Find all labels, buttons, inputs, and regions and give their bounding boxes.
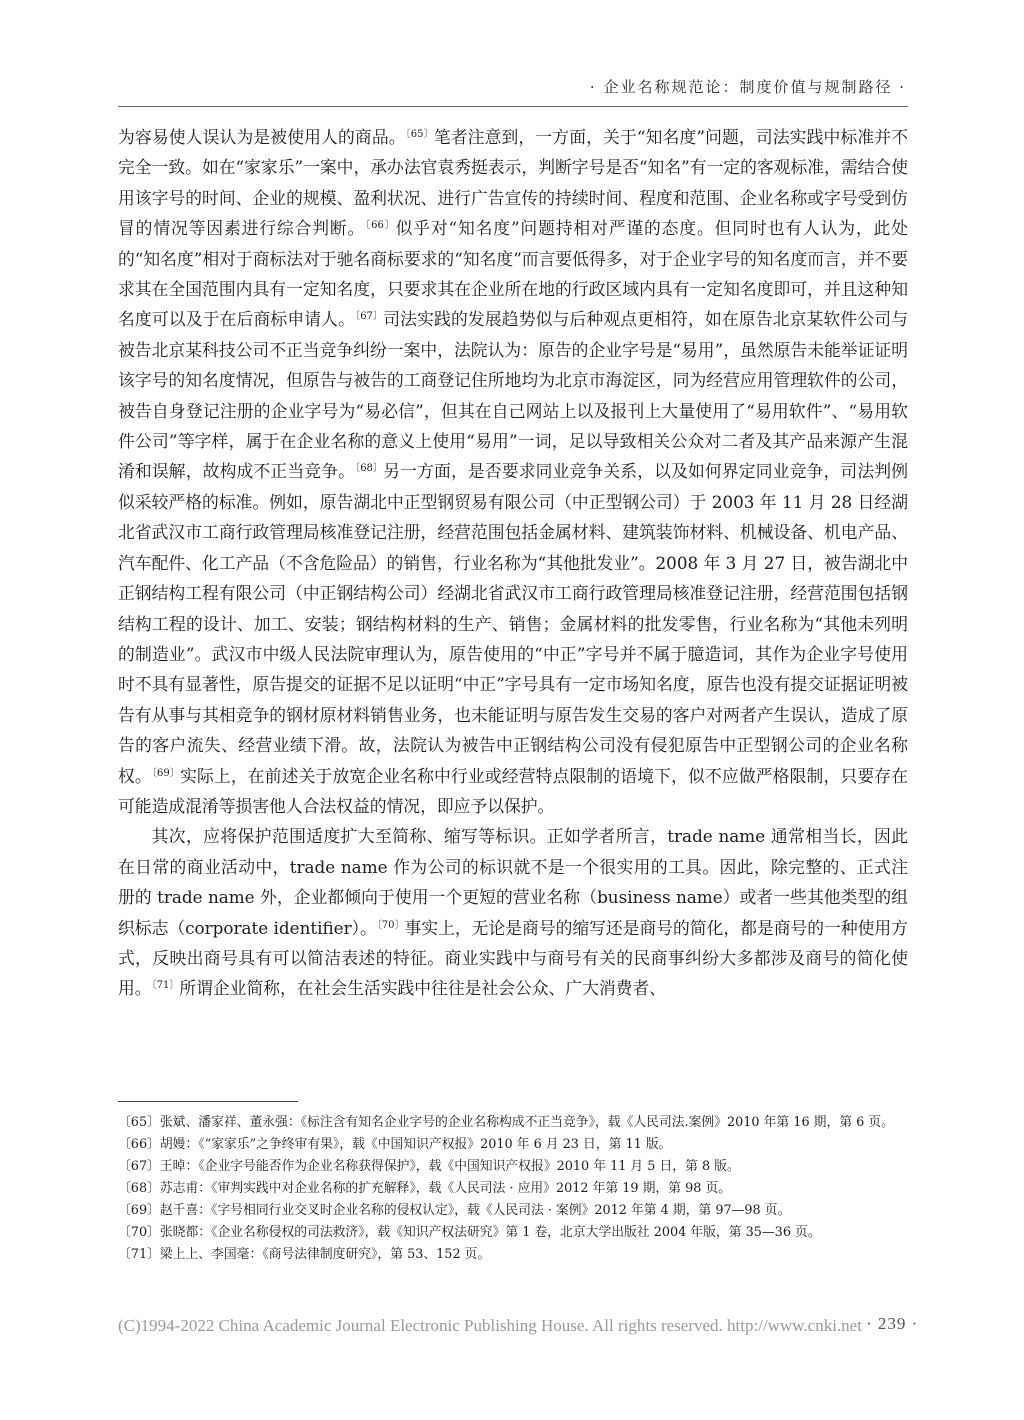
footnote-ref-67[interactable]: 〔67〕	[355, 311, 384, 323]
footnote-rule	[118, 1101, 298, 1102]
footnote-66: 〔66〕胡嫚：《“家家乐”之争终审有果》，载《中国知识产权报》2010 年 6 月 23 日，第 11 版。	[118, 1137, 672, 1152]
footnotes	[118, 1112, 908, 1266]
text-segment: 另一方面，是否要求同业竞争关系，以及如何界定同业竞争，司法判例似采较严格的标准。例如，原告湖北中正型钢贸易有限公司（中正型钢公司）于 2003 年 11 月 28 日经湖北省武汉市工商行政管理局核准登记注册，经营范围包括金属材料、建筑装饰材料、机械设备、机电产品、汽车配件、化工产品（不含危险品）的销售，行业名称为“其他批发业”。2008 年 3 月 27 日，被告湖北中正钢结构工程有限公司（中正钢结构公司）经湖北省武汉市工商行政管理局核准登记注册，经营范围包括钢结构工程的设计、加工、安装；钢结构材料的生产、销售；金属材料的批发零售，行业名称为“其他未列明的制造业”。武汉市中级人民法院审理认为，原告使用的“中正”字号并不属于臆造词，其作为企业字号使用时不具有显著性，原告提交的证据不足以证明“中正”字号具有一定市场知名度，原告也没有提交证据证明被告有从事与其相竞争的钢材原材料销售业务，也未能证明与原告发生交易的客户对两者产生误认，造成了原告的客户流失、经营业绩下滑。故，法院认为被告中正钢结构公司没有侵犯原告中正型钢公司的企业名称权。	[118, 461, 908, 786]
text-segment: 似乎对“知名度”问题持相对严谨的态度。但同时也有人认为，此处的“知名度”相对于商标法对于驰名商标要求的“知名度”而言要低得多，对于企业字号的知名度而言，并不要求其在全国范围内具有一定知名度，只要求其在企业所在地的行政区域内具有一定知名度即可，并且这种知名度可以及于在后商标申请人。	[118, 218, 908, 330]
footnote-ref-66[interactable]: 〔66〕	[365, 220, 396, 232]
running-head: · 企业名称规范论：制度价值与规制路径 ·	[589, 78, 906, 96]
header-rule	[118, 106, 908, 107]
body-paragraph-2	[118, 821, 908, 1003]
text-segment: 事实上，无论是商号的缩写还是商号的简化，都是商号的一种使用方式，反映出商号具有可以简洁表述的特征。商业实践中与商号有关的民商事纠纷大多都涉及商号的简化使用。	[118, 917, 908, 999]
footnote-65: 〔65〕张斌、潘家祥、董永强：《标注含有知名企业字号的企业名称构成不正当竞争》，载《人民司法.案例》2010 年第 16 期，第 6 页。	[118, 1115, 894, 1130]
footnote-ref-69[interactable]: 〔69〕	[151, 767, 181, 779]
page-number: · 239 ·	[866, 1314, 919, 1333]
footnote-ref-65[interactable]: 〔65〕	[405, 129, 434, 140]
footnote-71: 〔71〕梁上上、李国毫：《商号法律制度研究》，第 53、152 页。	[118, 1247, 491, 1262]
text-segment: 司法实践的发展趋势似与后种观点更相符，如在原告北京某软件公司与被告北京某科技公司不正当竞争纠纷一案中，法院认为：原告的企业字号是“易用”，虽然原告未能举证证明该字号的知名度情况，但原告与被告的工商登记住所地均为北京市海淀区，同为经营应用管理软件的公司，被告自身登记注册的企业字号为“易必信”，但其在自己网站上以及报刊上大量使用了“易用软件”、“易用软件公司”等字样，属于在企业名称的意义上使用“易用”一词，足以导致相关公众对二者及其产品来源产生混淆和误解，故构成不正当竞争。	[118, 309, 908, 482]
text-segment: 笔者注意到，一方面，关于“知名度”问题，司法实践中标准并不完全一致。如在“家家乐”一案中，承办法官袁秀挺表示，判断字号是否“知名”有一定的客观标准，需结合使用该字号的时间、企业的规模、盈利状况、进行广告宣传的持续时间、程度和范围、企业名称或字号受到仿冒的情况等因素进行综合判断。	[118, 127, 908, 239]
footnote-68: 〔68〕苏志甫：《审判实践中对企业名称的扩充解释》，载《人民司法 · 应用》2012 年第 19 期，第 98 页。	[118, 1181, 732, 1196]
footnote-ref-71[interactable]: 〔71〕	[151, 980, 180, 992]
footnote-ref-70[interactable]: 〔70〕	[376, 919, 405, 931]
text-segment: 实际上，在前述关于放宽企业名称中行业或经营特点限制的语境下，似不应做严格限制，只要存在可能造成混淆等损害他人合法权益的情况，即应予以保护。	[118, 765, 908, 816]
body-paragraph-1	[118, 122, 908, 821]
footnote-ref-68[interactable]: 〔68〕	[355, 463, 384, 475]
article-body	[118, 122, 908, 1004]
footnote-70: 〔70〕张晓都：《企业名称侵权的司法救济》，载《知识产权法研究》第 1 卷，北京大学出版社 2004 年版，第 35—36 页。	[118, 1225, 821, 1240]
footnote-69: 〔69〕赵千喜：《字号相同行业交叉时企业名称的侵权认定》，载《人民司法 · 案例》2012 年第 4 期，第 97—98 页。	[118, 1203, 791, 1218]
text-segment: 其次，应将保护范围适度扩大至简称、缩写等标识。正如学者所言，trade name 通常相当长，因此在日常的商业活动中，trade name 作为公司的标识就不是一个很实用的工具。因此，除完整的、正式注册的 trade name 外，企业都倾向于使用一个更短的营业名称（business name）或者一些其他类型的组织标志（corporate identifier）。	[118, 826, 908, 938]
text-segment: 为容易使人误认为是被使用人的商品。	[118, 127, 406, 147]
footnote-67: 〔67〕王晫：《企业字号能否作为企业名称获得保护》，载《中国知识产权报》2010 年 11 月 5 日，第 8 版。	[118, 1159, 740, 1174]
copyright-watermark: (C)1994-2022 China Academic Journal Electronic Publishing House. All rights reserved. http://www.cnki.net	[118, 1316, 862, 1335]
text-segment: 所谓企业简称，在社会生活实践中往往是社会公众、广大消费者、	[179, 978, 666, 999]
